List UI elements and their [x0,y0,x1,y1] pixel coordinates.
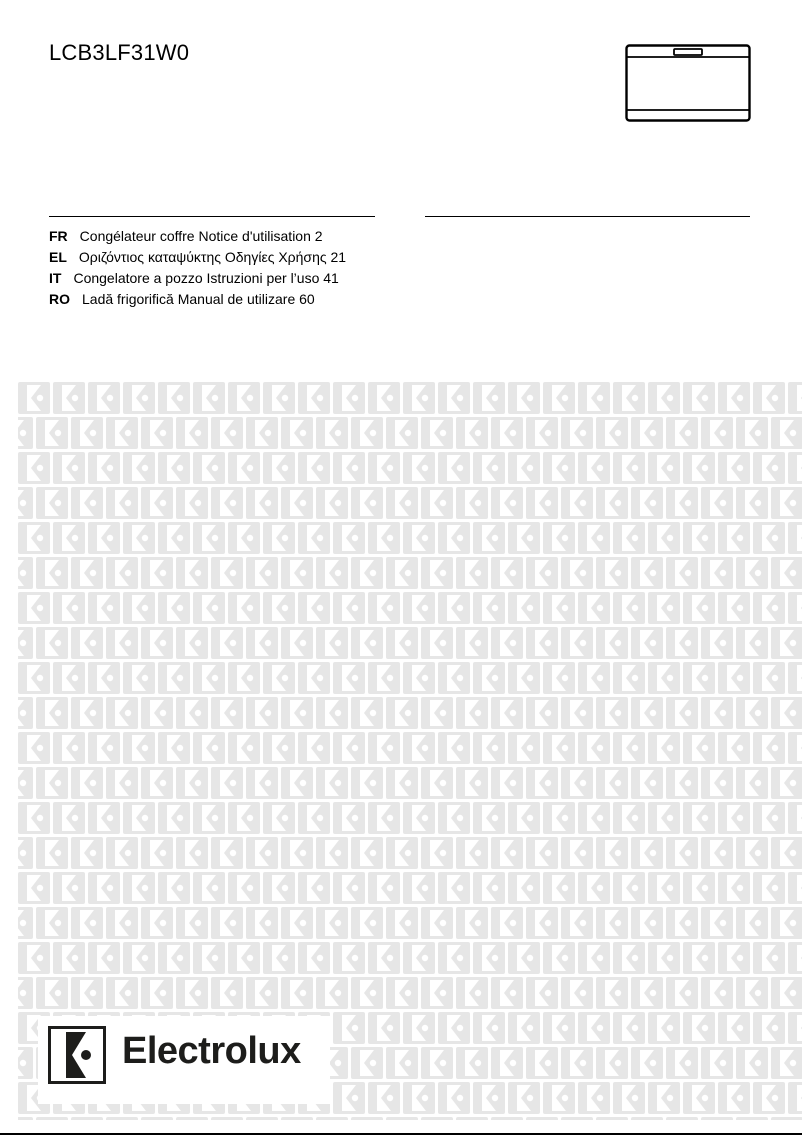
language-list [49,226,346,310]
divider-left [49,216,375,217]
language-item-it [49,268,346,289]
language-code: RO [49,291,70,307]
language-item-el [49,247,346,268]
language-code: EL [49,249,67,265]
bottom-rule [0,1133,802,1135]
language-title: Ladă frigorifică Manual de utilizare 60 [82,291,315,307]
electrolux-logo-icon [48,1026,106,1084]
divider-right [425,216,750,217]
language-title: Congelatore a pozzo Istruzioni per l’uso 41 [73,270,339,286]
brand-name: Electrolux [122,1030,301,1072]
electrolux-logo-pattern [18,382,802,1120]
language-code: FR [49,228,68,244]
language-item-fr [49,226,346,247]
language-code: IT [49,270,62,286]
language-title: Congélateur coffre Notice d'utilisation 2 [79,228,323,244]
chest-freezer-icon [624,43,752,123]
language-title: Οριζόντιος καταψύκτης Οδηγίες Χρήσης 21 [78,249,347,265]
language-item-ro [49,289,346,310]
model-number: LCB3LF31W0 [49,40,190,65]
brand-block [38,1016,330,1104]
